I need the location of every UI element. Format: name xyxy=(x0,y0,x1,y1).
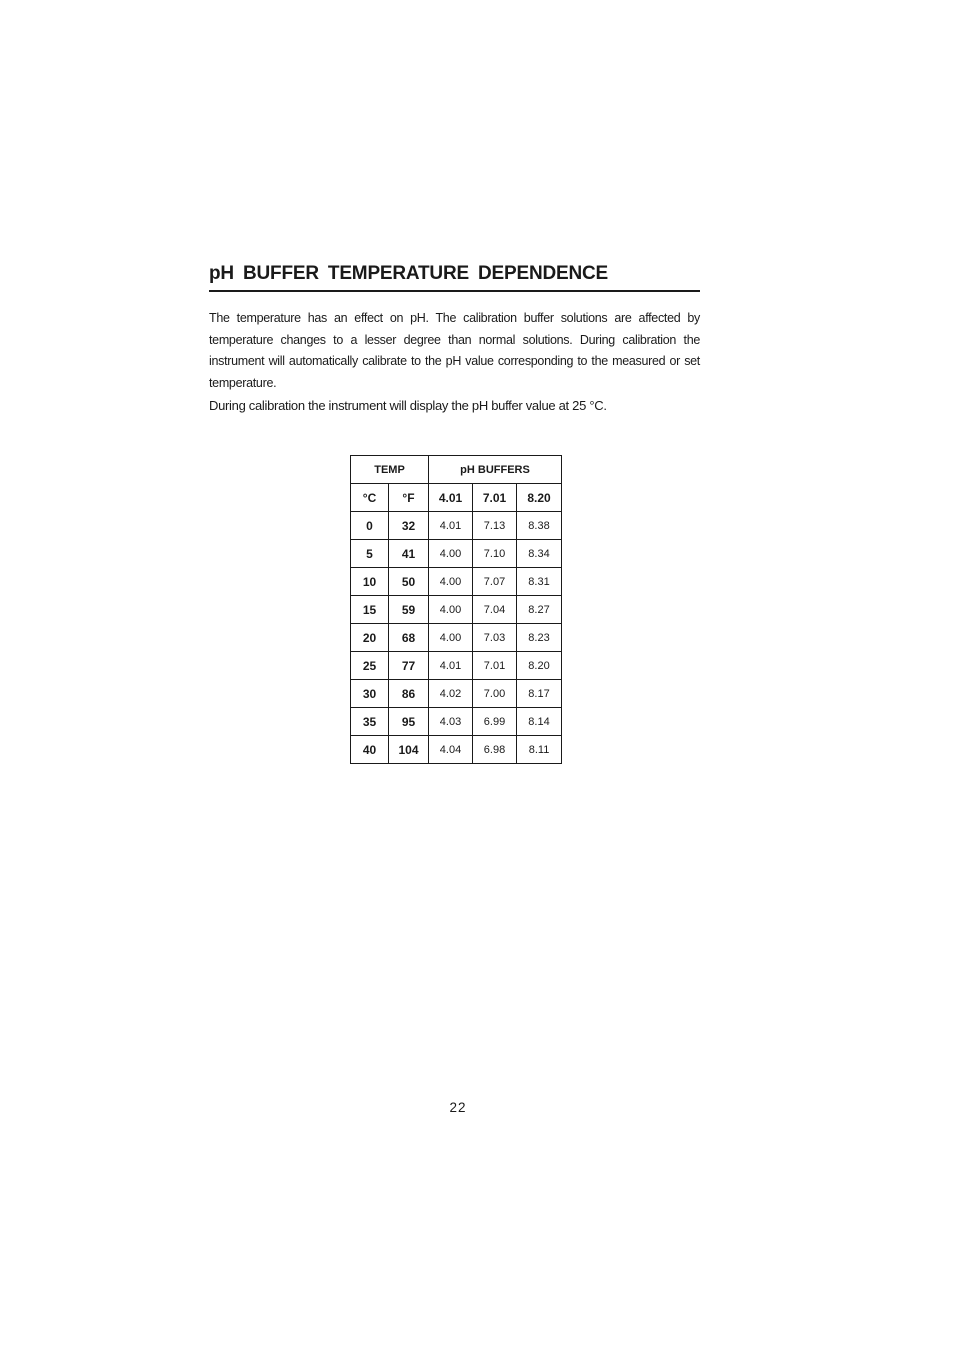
cell-buffer-8-20: 8.34 xyxy=(517,540,562,568)
table-row xyxy=(351,512,562,540)
cell-fahrenheit: 95 xyxy=(389,708,429,736)
cell-fahrenheit: 50 xyxy=(389,568,429,596)
cell-buffer-4-01: 4.02 xyxy=(429,680,473,708)
table-row xyxy=(351,624,562,652)
cell-buffer-4-01: 4.03 xyxy=(429,708,473,736)
intro-text-calibration-note: During calibration the instrument will display the pH buffer value at 25 °C. xyxy=(209,398,607,413)
cell-fahrenheit: 77 xyxy=(389,652,429,680)
cell-buffer-7-01: 7.00 xyxy=(473,680,517,708)
cell-buffer-8-20: 8.23 xyxy=(517,624,562,652)
cell-buffer-8-20: 8.38 xyxy=(517,512,562,540)
cell-buffer-4-01: 4.04 xyxy=(429,736,473,764)
table-group-header-row xyxy=(351,456,562,484)
cell-buffer-7-01: 7.10 xyxy=(473,540,517,568)
table-row xyxy=(351,652,562,680)
cell-fahrenheit: 68 xyxy=(389,624,429,652)
cell-celsius: 40 xyxy=(351,736,389,764)
cell-fahrenheit: 32 xyxy=(389,512,429,540)
cell-celsius: 5 xyxy=(351,540,389,568)
table-row xyxy=(351,708,562,736)
intro-text: The temperature has an effect on pH. The calibration buffer solutions are affected by temperature changes to a lesser degree than normal solutions. During calibration the instrument will automatically calibrate to the pH value corresponding to the measured or set temperature. xyxy=(209,311,700,390)
table-body xyxy=(351,512,562,764)
cell-buffer-4-01: 4.01 xyxy=(429,512,473,540)
cell-buffer-4-01: 4.00 xyxy=(429,540,473,568)
cell-celsius: 10 xyxy=(351,568,389,596)
cell-buffer-4-01: 4.00 xyxy=(429,624,473,652)
column-header-buffer-8-20: 8.20 xyxy=(517,484,562,512)
cell-fahrenheit: 59 xyxy=(389,596,429,624)
table-row xyxy=(351,736,562,764)
table-column-header-row xyxy=(351,484,562,512)
cell-buffer-7-01: 7.03 xyxy=(473,624,517,652)
column-header-fahrenheit: °F xyxy=(389,484,429,512)
table-row xyxy=(351,680,562,708)
cell-fahrenheit: 86 xyxy=(389,680,429,708)
cell-fahrenheit: 104 xyxy=(389,736,429,764)
cell-fahrenheit: 41 xyxy=(389,540,429,568)
table-row xyxy=(351,568,562,596)
column-header-celsius: °C xyxy=(351,484,389,512)
cell-buffer-7-01: 6.98 xyxy=(473,736,517,764)
table-row xyxy=(351,596,562,624)
cell-buffer-8-20: 8.31 xyxy=(517,568,562,596)
temp-group-header: TEMP xyxy=(351,456,429,484)
cell-buffer-7-01: 7.07 xyxy=(473,568,517,596)
page-number: 22 xyxy=(449,1100,467,1115)
cell-buffer-8-20: 8.27 xyxy=(517,596,562,624)
cell-celsius: 0 xyxy=(351,512,389,540)
cell-celsius: 20 xyxy=(351,624,389,652)
ph-buffers-group-header: pH BUFFERS xyxy=(429,456,562,484)
cell-buffer-7-01: 7.13 xyxy=(473,512,517,540)
cell-celsius: 35 xyxy=(351,708,389,736)
column-header-buffer-7-01: 7.01 xyxy=(473,484,517,512)
cell-buffer-4-01: 4.01 xyxy=(429,652,473,680)
cell-celsius: 15 xyxy=(351,596,389,624)
column-header-buffer-4-01: 4.01 xyxy=(429,484,473,512)
cell-buffer-7-01: 6.99 xyxy=(473,708,517,736)
cell-buffer-8-20: 8.17 xyxy=(517,680,562,708)
cell-buffer-8-20: 8.20 xyxy=(517,652,562,680)
cell-buffer-8-20: 8.14 xyxy=(517,708,562,736)
cell-buffer-4-01: 4.00 xyxy=(429,568,473,596)
table-row xyxy=(351,540,562,568)
cell-buffer-7-01: 7.01 xyxy=(473,652,517,680)
cell-buffer-7-01: 7.04 xyxy=(473,596,517,624)
ph-buffer-table xyxy=(350,455,562,764)
cell-buffer-4-01: 4.00 xyxy=(429,596,473,624)
page-title: pH BUFFER TEMPERATURE DEPENDENCE xyxy=(209,262,700,292)
cell-buffer-8-20: 8.11 xyxy=(517,736,562,764)
intro-paragraph xyxy=(209,308,700,417)
cell-celsius: 25 xyxy=(351,652,389,680)
cell-celsius: 30 xyxy=(351,680,389,708)
